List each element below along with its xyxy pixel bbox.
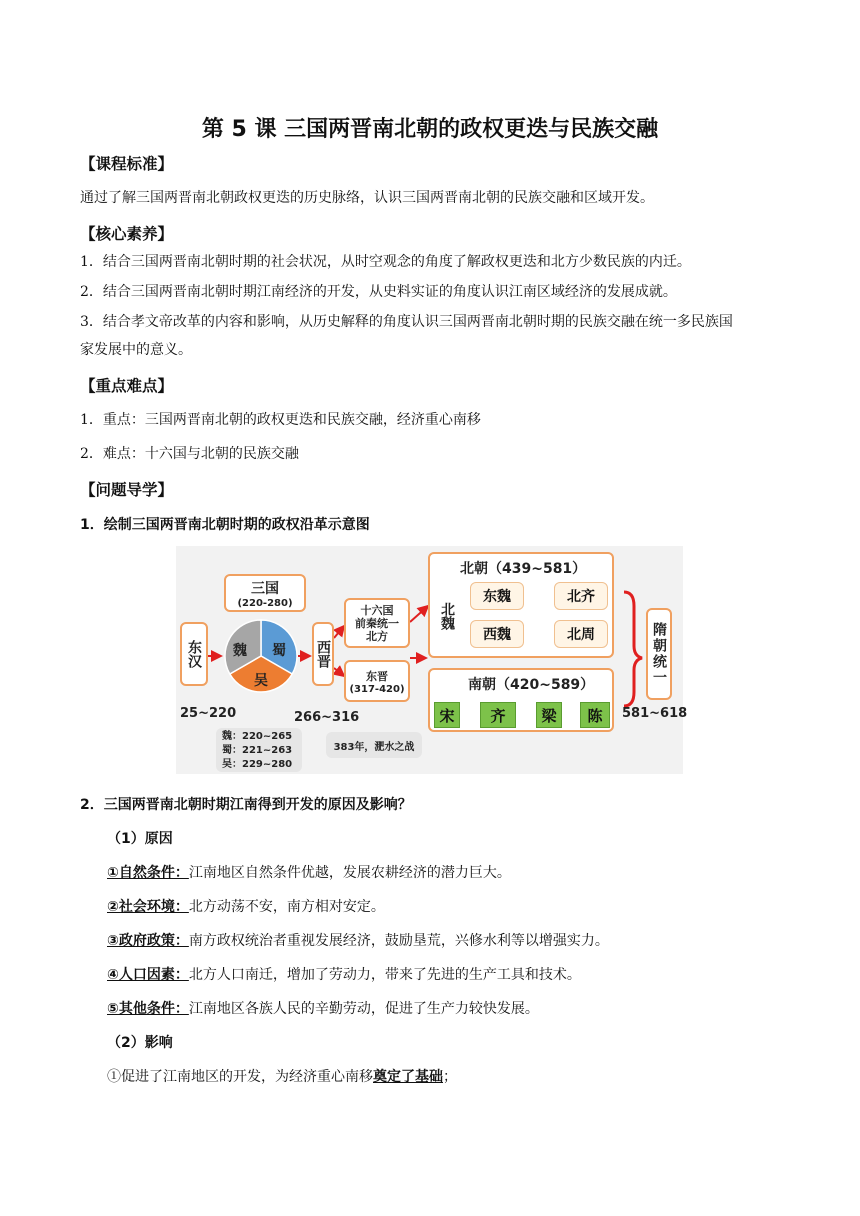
dongjin-label: 东晋 [366,669,388,683]
effect-1-text: ①促进了江南地区的开发，为经济重心南移 [107,1069,373,1085]
sixteen-line-3: 北方 [366,629,388,643]
reign-wu: 吴：229~280 [222,759,293,770]
sixteen-line-1: 十六国 [360,603,394,617]
reason-5-text: 江南地区各族人民的辛勤劳动，促进了生产力较快发展。 [188,1001,539,1017]
reign-wei: 魏：220~265 [222,731,293,742]
standard-text: 通过了解三国两晋南北朝政权更迭的历史脉络，认识三国两晋南北朝的民族交融和区域开发。 [80,190,654,206]
sixteen-line-2: 前秦统一 [355,616,399,630]
reason-2 [107,896,385,916]
dongjin-box [344,660,410,702]
wu-label: 吴 [254,673,268,689]
chen-box: 陈 [580,702,610,728]
xiwei-box: 西魏 [470,620,524,648]
regime-evolution-diagram [176,546,688,774]
sanguo-years: (220-280) [237,597,293,609]
feishui-box: 383年，淝水之战 [326,732,422,758]
reason-1-label: ①自然条件： [107,865,189,881]
reign-years-box [216,728,302,772]
beiwei-label: 北魏 [439,602,455,630]
shu-label: 蜀 [272,643,286,659]
section-heading-standard: 【课程标准】 [80,155,174,173]
sui-years: 581~618 [622,706,688,721]
reason-1-text: 江南地区自然条件优越，发展农耕经济的潜力巨大。 [188,865,511,881]
effect-1-bold: 奠定了基础 [373,1069,443,1085]
sui-brace-icon [624,592,642,706]
reason-5-label: ⑤其他条件： [107,1001,189,1017]
effect-heading: （2）影响 [107,1035,173,1051]
effect-1-end: ； [443,1069,457,1085]
nanchao-label: 南朝（420~589） [468,677,595,693]
reason-4 [107,964,581,984]
dongwei-box: 东魏 [470,582,524,610]
sanguo-box [224,574,306,612]
reason-5 [107,998,539,1018]
reason-4-text: 北方人口南迁，增加了劳动力，带来了先进的生产工具和技术。 [188,967,581,983]
reason-heading: （1）原因 [107,831,173,847]
section-heading-guide: 【问题导学】 [80,481,174,499]
donghan-box: 东汉 [180,622,208,686]
beiqi-box: 北齐 [554,582,608,610]
xijin-box: 西晋 [312,622,334,686]
beizhou-box: 北周 [554,620,608,648]
question-2: 2．三国两晋南北朝时期江南得到开发的原因及影响？ [80,797,412,813]
reason-2-label: ②社会环境： [107,899,189,915]
beichao-label: 北朝（439~581） [460,561,587,577]
core-item-1: 1．结合三国两晋南北朝时期的社会状况，从时空观念的角度了解政权更迭和北方少数民族的内迁。 [80,254,691,270]
sixteen-kingdoms-box [344,598,410,648]
core-item-3: 3．结合孝文帝改革的内容和影响，从历史解释的角度认识三国两晋南北朝时期的民族交融在统一多民族国 [80,314,733,330]
wei-label: 魏 [233,643,247,659]
section-heading-core: 【核心素养】 [80,225,174,243]
donghan-years: 25~220 [180,706,237,721]
reason-3 [107,930,609,950]
reign-shu: 蜀：221~263 [222,745,293,756]
reason-1 [107,862,511,882]
effect-1 [107,1066,457,1086]
song-box: 宋 [434,702,460,728]
reason-3-label: ③政府政策： [107,933,189,949]
reason-4-label: ④人口因素： [107,967,189,983]
xijin-years: 266~316 [294,710,360,725]
page-title: 第 5 课 三国两晋南北朝的政权更迭与民族交融 [201,117,659,142]
section-heading-key: 【重点难点】 [80,377,174,395]
core-item-3-cont: 家发展中的意义。 [80,342,192,358]
dongjin-years: (317-420) [349,683,405,695]
sanguo-label: 三国 [251,580,279,597]
qi-box: 齐 [480,702,516,728]
key-item-2: 2．难点：十六国与北朝的民族交融 [80,446,299,462]
key-item-1: 1．重点：三国两晋南北朝的政权更迭和民族交融，经济重心南移 [80,412,481,428]
reason-2-text: 北方动荡不安，南方相对安定。 [188,899,385,915]
core-item-2: 2．结合三国两晋南北朝时期江南经济的开发，从史料实证的角度认识江南区域经济的发展成就。 [80,284,677,300]
liang-box: 梁 [536,702,562,728]
sui-box: 隋朝统一 [646,608,672,700]
question-1: 1．绘制三国两晋南北朝时期的政权沿革示意图 [80,517,370,533]
reason-3-text: 南方政权统治者重视发展经济，鼓励垦荒，兴修水利等以增强实力。 [188,933,609,949]
